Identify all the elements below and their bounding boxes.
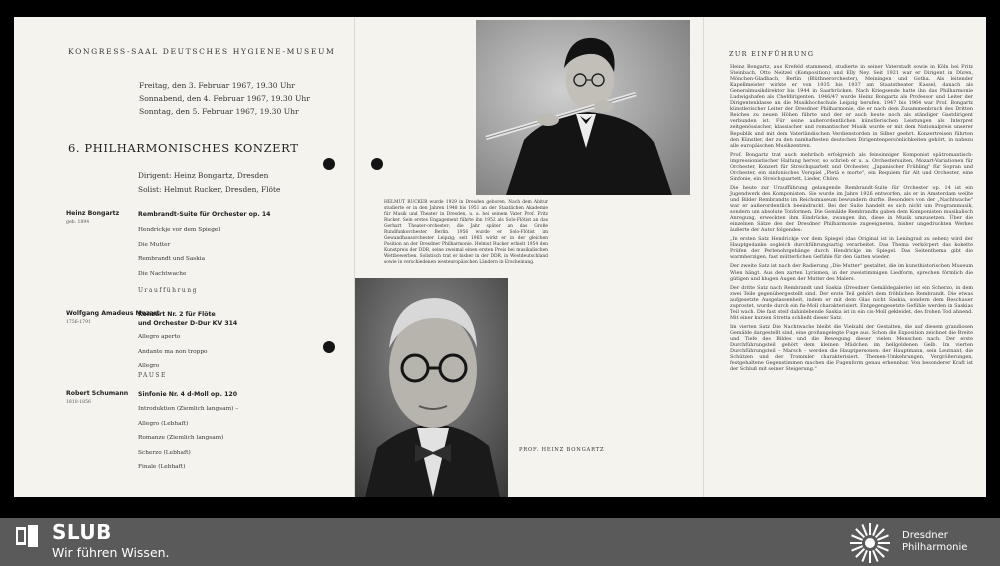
conductor-line: Dirigent: Heinz Bongartz, Dresden (138, 171, 269, 180)
soloist-line: Solist: Helmut Rucker, Dresden, Flöte (138, 185, 281, 194)
date-line: Freitag, den 3. Februar 1967, 19.30 Uhr (139, 81, 295, 90)
flutist-photo (476, 20, 690, 195)
movement: Allegro aperto (138, 334, 181, 340)
premiere-note: Uraufführung (138, 287, 198, 294)
conductor-caption: PROF. HEINZ BONGARTZ (519, 447, 605, 453)
movement: Finale (Lebhaft) (138, 464, 186, 470)
philharmonie-logo-icon (848, 521, 892, 565)
performer-credits (138, 169, 280, 197)
intro-paragraph: Im vierten Satz Die Nachtwache bleibt die Vielzahl der Gestalten, die auf diesem grandiosen Gemälde dargestellt sind, eine großangelegte Fuge aus. Schon die Exposition zeichnet die Breite und Tiefe des Bildes und die Bewegung dieser vielen Menschen nach. Der erste Durchführungsteil gehört dem kleinen Mädchen im hellgoldenen Gelb. Im vierten Durchführungsteil – Marsch – werden die Hauptpersonen: der Hauptmann, sein Leutnant, die Schützen und der Trommler charakterisiert. Themen-Umkehrungen, Vergrößerungen, festgehaltene Gegenstimmen machen die Fugenform genau erkennbar. Von besonderer Kraft ist der Schluß mit seiner Steigerung." (730, 323, 973, 373)
work-title: Konzert Nr. 2 für Flöte und Orchester D-Dur KV 314 (138, 311, 238, 327)
work-title: Sinfonie Nr. 4 d-Moll op. 120 (138, 391, 238, 398)
slub-name: SLUB (52, 520, 112, 544)
movement: Andante ma non troppo (138, 348, 208, 355)
movement: Die Mutter (138, 241, 171, 248)
movement: Rembrandt und Saskia (138, 256, 206, 262)
work-title: Rembrandt-Suite für Orchester op. 14 (138, 211, 271, 218)
composer-lifespan: geb. 1894 (66, 220, 90, 225)
conductor-photo (355, 278, 508, 497)
composer-lifespan: 1756-1791 (66, 320, 91, 325)
movement: Hendrickje vor dem Spiegel (138, 227, 221, 233)
movement: Scherzo (Lebhaft) (138, 449, 191, 456)
movement: Allegro (Lebhaft) (138, 420, 189, 427)
conductor-portrait-graphic (355, 278, 508, 497)
intro-paragraph: Heinz Bongartz, aus Krefeld stammend, studierte in seiner Vaterstadt sowie in Köln bei Fritz Steinbach, Otto Neitzel (Komposition) und Elly Ney. Seit 1921 war er Dirigent in Düren, Mönchen-Gladbach, Berlin (Blüthnerorchester), Meiningen und Gotha. Als leitender Kapellmeister wirkte er von 1935 bis 1937 am Staatstheater Kassel, danach als Generalmusikdirektor bis 1944 in Saarbrücken. Nach Kriegsende hatte ihn das Philharmonie Ludwigshafen als Chefdirigenten. 1946/47 wurde Heinz Bongartz als Professor und Leiter der Dirigentenklasse an die Musikhochschule Leipzig berufen. 1947 bis 1964 war Prof. Bongartz künstlerischer Leiter der Dresdner Philharmonie, die er nach dem Zusammenbruch des Dritten Reiches zu neuen Höhen führte und der er auch heute noch als ständiger Gastdirigent verbunden ist. Für seine außerordentlichen künstlerischen Leistungen als Interpret zeitgenössischer, klassischer und romantischer Musik wurde er mit dem Nationalpreis unserer Republik und mit dem Vaterländischen Verdienstorden in Silber geehrt. Konzertreisen führten den Künstler, der zu den namhaftesten deutschen Dirigentenpersönlichkeiten gehört, in nahezu alle europäischen Musikzentren. (730, 64, 973, 149)
concert-title: 6. PHILHARMONISCHES KONZERT (68, 141, 299, 155)
slub-claim: Wir führen Wissen. (52, 545, 170, 560)
movement: Allegro (138, 363, 160, 369)
fold-line (703, 17, 704, 497)
date-line: Sonnabend, den 4. Februar 1967, 19.30 Uhr (139, 94, 310, 103)
movement: Romanze (Ziemlich langsam) (138, 435, 224, 441)
punch-hole (323, 341, 335, 353)
footer-bar (0, 518, 1000, 566)
date-line: Sonntag, den 5. Februar 1967, 19.30 Uhr (139, 107, 299, 116)
movement-list (138, 223, 220, 281)
movement-list (138, 330, 208, 374)
intro-paragraph: „In ersten Satz Hendrickje vor dem Spiegel (das Original ist in Leningrad zu sehen) wird der Hauptgedanke sogleich durchführungsartig verarbeitet. Das Thema verkörpert das kokette Prüfen der Perlenohrgehänge durch Hendrickje im Spiegel. Das Seitenthema gibt die warmherzigen, fast mütterlichen Gefühle für den Gatten wieder. (730, 236, 973, 261)
intro-paragraph: Der dritte Satz nach Rembrandt und Saskia (Dresdner Gemäldegalerie) ist ein Scherzo, in dem zwei Teile gegenübergestellt sind. Der erste Teil gehört dem fröhlichen Rembrandt. Die etwas aufgesetzte Ausgelassenheit, indem er mit dem Glas nicht Saskia, sondern dem Beschauer zuprostet, wurde durch ein fis-Moll charakterisiert. Entgegengesetzte Gefühle werden in Saskias Teil wach. Die fast steif dahinlebende Saskia ist in ein cis-Moll gekleidet, des frohen Tod ahnend. Mit einer kurzen Stretta schließt dieser Satz. (730, 284, 973, 321)
intro-paragraph: Prof. Bongartz trat auch mehrfach erfolgreich als feinsinniger Komponist spätromantisch-impressionistischer Haltung hervor, so schrieb er u. a. Orchestersuiten, Mozart-Variationen für Orchester, Konzert für Streichquartett und Orchester, „Japanischer Frühling" für Sopran und Orchester, ein sinfonisches Vorspiel „Pietà e morte", ein Requiem für Alt und Orchester, eine Sinfonie, ein Streichquartett, Lieder, Chöre. (730, 151, 973, 182)
punch-hole (371, 158, 383, 170)
composer-lifespan: 1810-1856 (66, 400, 91, 405)
flutist-portrait-graphic (476, 20, 690, 195)
movement: Die Nachtwache (138, 270, 187, 277)
intro-text (730, 64, 973, 375)
rucker-biography: HELMUT RUCKER wurde 1929 in Dresden geboren. Nach dem Abitur studierte er in den Jahren 1948 bis 1951 an der Staatlichen Akademie für Musik und Theater in Dresden, u. a. bei seinem Vater Prof. Fritz Rucker. Sein erstes Engagement führte ihn 1952 als Solo-Flötist an das Gerhart Theater-orchester; die Jahr später an das Große Rundfunkorchester Berlin. 1956 wurde er Solo-Flötist im Gewandhausorchester Leipzig; seit 1965 wirkt er in der gleichen Position an der Dresdner Philharmonie. Helmut Rucker erhielt 1954 den Kunstpreis der DDR, seine zweimal einen ersten Preis bei musikalischen Wettbewerben. Solistisch trat er bisher in der DDR, in Westdeutschland sowie in verschiedenen westeuropäischen Ländern in Erscheinung. (384, 200, 548, 265)
punch-hole (323, 158, 335, 170)
intermission-label: PAUSE (138, 372, 167, 379)
philharmonie-name: Dresdner Philharmonie (902, 530, 968, 553)
program-sheet (14, 17, 986, 497)
movement: Introduktion (Ziemlich langsam) – (138, 406, 239, 412)
movement-list (138, 402, 238, 475)
venue-heading: KONGRESS-SAAL DEUTSCHES HYGIENE-MUSEUM (68, 47, 336, 56)
date-list (139, 79, 310, 118)
intro-paragraph: Die heute zur Uraufführung gelangende Rembrandt-Suite für Orchester op. 14 ist ein Jugendwerk des Komponisten. Sie wurde im Jahre 1926 entworfen, als er in Amsterdam weilte und Bilder Rembrandts im Reichsmuseum bewundern durfte. Besonders von der „Nachtwache" war er außerordentlich beeindruckt. Bei der Suite handelt es sich nicht um Programmusik, sondern um absolute Tonformen. Die Gemälde Rembrandts gaben dem Komponisten musikalisch Anregung, erweckten ihm Eindrücke, zwangen ihn, diese in Musik umzusetzen. Über die einzelnen Sätze des der Dresdner Philharmonie zugeeigneten, bisher ungedruckten Werkes äußerte der Autor folgendes: (730, 184, 973, 234)
intro-paragraph: Der zweite Satz ist nach der Radierung „Die Mutter" gestaltet, die im kunsthistorischen Museum Wien hängt. Aus den zarten Lyrismen, in der zweistimmigen Liedform, sprechen förmlich die gütigen und klugen Augen der Mutter des Malers. (730, 263, 973, 282)
intro-heading: ZUR EINFÜHRUNG (729, 50, 815, 58)
slub-logo-icon (14, 523, 40, 549)
composer-name: Heinz Bongartz geb. 1894 (66, 210, 120, 225)
composer-name: Robert Schumann 1810-1856 (66, 390, 129, 405)
composer-name: Wolfgang Amadeus Mozart 1756-1791 (66, 310, 160, 325)
